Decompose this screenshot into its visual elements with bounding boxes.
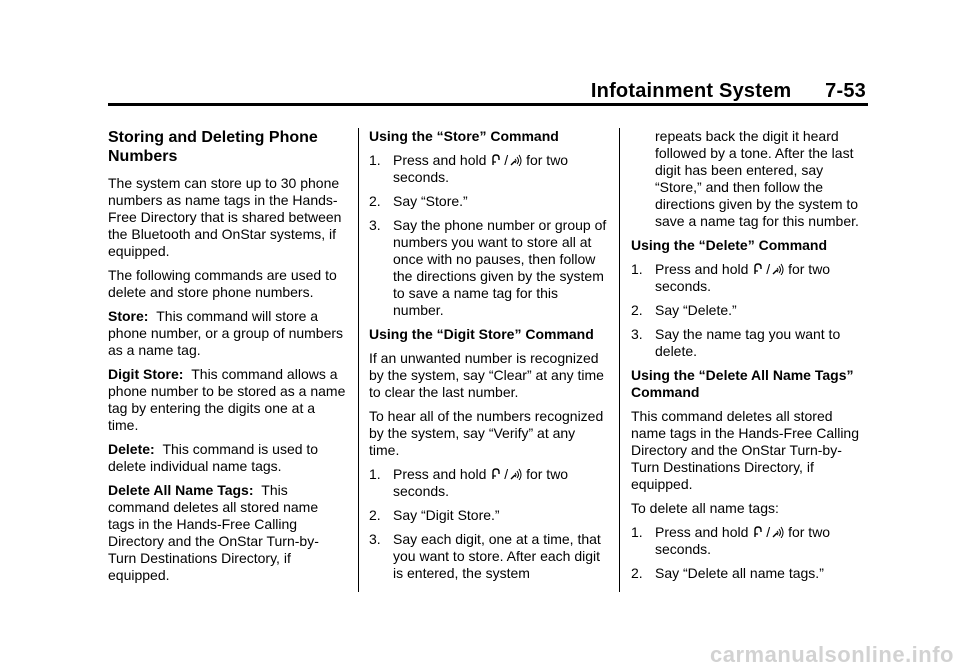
push-to-talk-icon <box>510 468 522 480</box>
push-to-talk-icon <box>772 526 784 538</box>
step: 2. Say “Delete all name tags.” <box>631 565 824 581</box>
page-number: 7-53 <box>825 80 866 102</box>
definition-delete <box>108 441 346 475</box>
term: Delete: <box>108 441 155 457</box>
paragraph: The system can store up to 30 phone numbers as name tags in the Hands-Free Directory that is shared between the Bluetooth and OnStar systems, if equipped. <box>108 175 342 259</box>
subheading: Using the “Delete” Command <box>631 237 828 253</box>
voice-recognition-icon <box>752 263 764 275</box>
definition: This command allows a phone number to be stored as a name tag by entering the digits one at a time. <box>108 366 346 433</box>
push-to-talk-icon <box>510 154 522 166</box>
step: 1. Press and hold / for two seconds. <box>369 466 569 499</box>
voice-recognition-icon <box>490 154 502 166</box>
column-2 <box>369 128 607 589</box>
subheading: Using the “Store” Command <box>369 128 559 144</box>
paragraph: The following commands are used to delete and store phone numbers. <box>108 267 337 300</box>
section-heading: Storing and Deleting Phone Numbers <box>108 129 318 165</box>
definition-delete-all <box>108 482 346 584</box>
column-1 <box>108 128 346 591</box>
definition: This command deletes all stored name tags in the Hands-Free Calling Directory and the OnStar Turn-by-Turn Destinations Directory, if equipped. <box>108 482 319 583</box>
paragraph: If an unwanted number is recognized by the system, say “Clear” at any time to clear the last number. <box>369 350 604 400</box>
term: Store: <box>108 308 149 324</box>
subheading: Using the “Digit Store” Command <box>369 326 594 342</box>
paragraph: This command deletes all stored name tags in the Hands-Free Calling Directory and the OnStar Turn-by-Turn Destinations Directory, if equipped. <box>631 408 860 492</box>
column-divider <box>358 128 359 592</box>
step: 1. Press and hold / for two seconds. <box>631 524 831 557</box>
definition-store <box>108 308 346 359</box>
term: Delete All Name Tags: <box>108 482 254 498</box>
column-3 <box>631 128 869 589</box>
header-rule <box>108 103 868 106</box>
step: 2. Say “Digit Store.” <box>369 507 500 523</box>
push-to-talk-icon <box>772 263 784 275</box>
step: 2. Say “Store.” <box>369 193 468 209</box>
step: 1. Press and hold / for two seconds. <box>631 261 831 294</box>
voice-recognition-icon <box>752 526 764 538</box>
paragraph: To delete all name tags: <box>631 500 779 516</box>
step-continuation: repeats back the digit it heard followed by a tone. After the last digit has been entered, say “Store,” and then follow the directions given by the system to save a name tag for this number. <box>655 128 859 229</box>
step: 3. Say each digit, one at a time, that you want to store. After each digit is entered, the system <box>369 531 601 581</box>
section-title: Infotainment System <box>590 80 792 102</box>
step: 2. Say “Delete.” <box>631 302 737 318</box>
step: 1. Press and hold / for two seconds. <box>369 152 569 185</box>
definition: This command is used to delete individual name tags. <box>108 441 319 474</box>
column-divider <box>619 128 620 592</box>
step: 3. Say the phone number or group of numbers you want to store all at once with no pauses, then follow the directions given by the system to save a name tag for this number. <box>369 217 607 318</box>
definition-digit-store <box>108 366 346 434</box>
subheading: Using the “Delete All Name Tags” Command <box>631 367 854 400</box>
definition: This command will store a phone number, or a group of numbers as a name tag. <box>108 308 344 358</box>
step: 3. Say the name tag you want to delete. <box>631 326 841 359</box>
term: Digit Store: <box>108 366 184 382</box>
voice-recognition-icon <box>490 468 502 480</box>
watermark: carmanualsonline.info <box>710 642 954 667</box>
page-header <box>591 80 866 103</box>
paragraph: To hear all of the numbers recognized by the system, say “Verify” at any time. <box>369 408 604 458</box>
